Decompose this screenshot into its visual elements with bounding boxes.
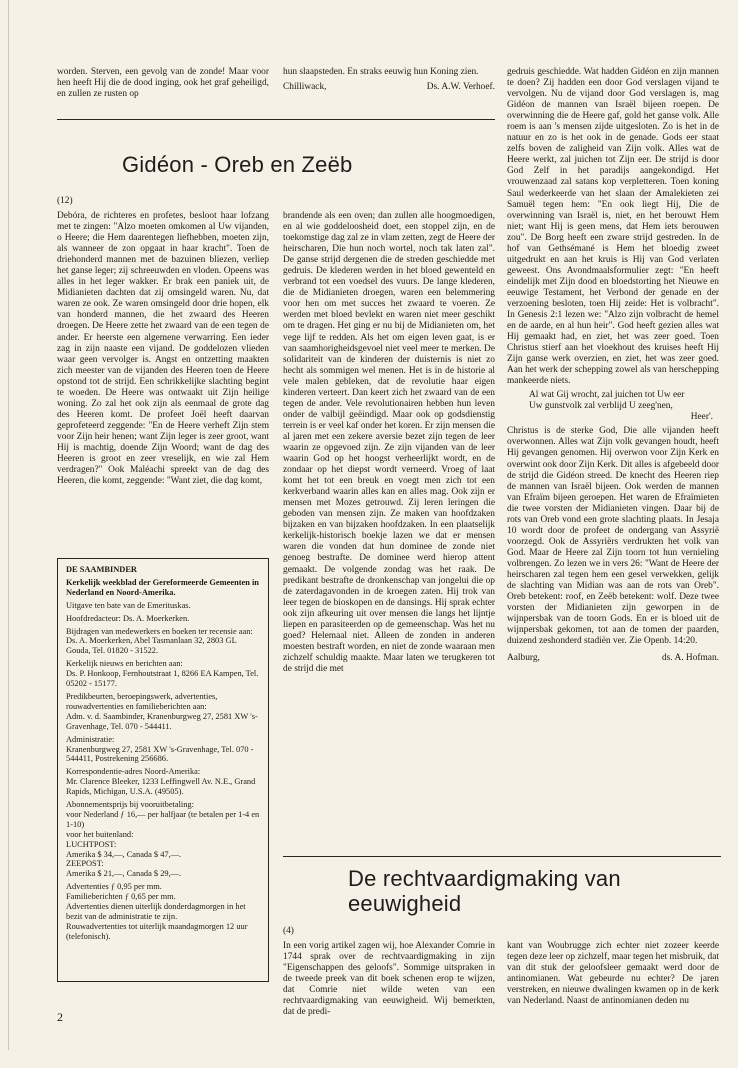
article1-col1-text: Debóra, de richteres en profetes, besloot haar lofzang met te zingen: "Alzo moeten omkomen al Uw vijanden, o Heere; die Hem daarentegen liefhebben, moeten zijn, als wanneer de zon opgaat in haar kracht". Toen de driehonderd mannen met de bazuinen bliezen, verliep het ganse leger; zij schreeuwden en vloden. Opeens was alles in het leger wakker. Er brak een paniek uit, de Midianieten dachten dat zij omsingeld waren. Nu, dat waren ze ook. Ze waren omsingeld door drie hopen, elk van honderd mannen, die het zwaard des Heeren droegen. De Heere zette het zwaard van de een tegen de ander. Er heerste een algemene verwarring. Een ieder zag in zijn naaste een vijand. De goddelozen vlieden waar geen vervolger is. Angst en ontzetting maakten zich meester van de vijanden des Heeren toen de Heere opstond tot de strijd. Een schrikkelijke slachting begint te woeden. De Heere was ontwaakt uit Zijn heilige woning. Zo zal het ook zijn als eenmaal de grote dag des Heeren komt. De profeet Joël heeft daarvan geprofeteerd zeggende: "En de Heere verheft Zijn stem voor Zijn heir henen; want Zijn leger is zeer groot, want Hij is machtig, doende Zijn Woord; want de dag des Heeren is groot en zeer vreselijk, en wie zal Hem verdragen?" Ook Maléachi spreekt van de dag des Heeren, die komt, zeggende: "Want ziet, die dag komt, [57,211,269,487]
poem-line1: Al wat Gij wrocht, zal juichen tot Uw eer [529,390,685,401]
article1-col1 [57,211,269,487]
box-news-addr: Ds. P. Honkoop, Fernhoutstraat 1, 8266 EA Kampen, Tel. 05202 - 15177. [66,669,259,689]
box-deadline1: Advertenties dienen uiterlijk donderdagmorgen in het bezit van de administratie te zijn. [66,902,246,921]
article2-col2-text: kant van Woubrugge zich echter niet zozeer keerde tegen deze leer op zichzelf, maar tegen het misbruik, dat van dit stuk der geloofsleer gemaakt werd door de antinomianen. Wat gebeurde nu echter? De jaren verstreken, en nieuwe dwalingen kwamen op in de kerk van Nederland. Naast de antinomianen deden nu [507,941,719,1007]
box-ads-label: Predikbeurten, beroepingswerk, advertenties, rouwadvertenties en familieberichten aan: [66,691,218,711]
article2-title-line1: De rechtvaardigmaking van [348,866,621,891]
article2-col1-text: In een vorig artikel zagen wij, hoe Alexander Comrie in 1744 sprak over de rechtvaardigmaking in zijn "Eigenschappen des geloofs". Sommige uitspraken in de tweede preek van dit boek schenen erop te wijzen, dat Comrie niet wilde weten van een rechtvaardigmaking van eeuwigheid. Wij bemerkten, dat de predi- [283,941,495,1018]
box-sub-abroad: voor het buitenland: [66,829,134,839]
box-na-label: Korrespondentie-adres Noord-Amerika: [66,767,201,777]
article2-number: (4) [283,926,294,936]
article2-col2 [507,941,719,1007]
poem-author: Heer'. [690,412,713,423]
masthead-box [57,558,269,982]
box-publisher: Uitgave ten bate van de Emerituskas. [66,600,191,610]
article1-number: (12) [57,196,73,206]
article2-title-line2: eeuwigheid [348,891,462,916]
box-news-label: Kerkelijk nieuws en berichten aan: [66,659,183,669]
top-signature [283,82,495,93]
article1-col2 [283,211,495,675]
article1-col2-text: brandende als een oven; dan zullen alle hoogmoedigen, en al wie goddeloosheid doet, een stoppel zijn, en de toekomstige dag zal ze in vlam zetten, zegt de Heere der heirscharen, Die hun noch wortel, noch tak laten zal". De ganse strijd dergenen die de streden geschiedde met gedruis. De klederen werden in het bloed gewenteld en verbrand tot een voedsel des vuurs. De lange klederen, die de Midianieten droegen, waren een belemmering voor hen om met succes het zwaard te voeren. Ze werden met bloed bevlekt en waren niet meer geschikt om te dragen. Het ging er nu bij de Midianieten om, het vege lijf te redden. Als het om eigen leven gaat, is er van saamhorigheidsgevoel niet veel meer te merken. De solidariteit van de kinderen der duisternis is niet zo hecht als sommigen wel menen. Het is in de historie al vele malen gebleken, dat de revolutie haar eigen kinderen verteert. Dan keert zich het zwaard van de een tegen de ander. Vele revolutionairen hebben hun leven onder de valbijl geëindigd. Maar ook op godsdienstig terrein is er veel kaf onder het koren. Er zijn mensen die al jaren met een zekere aversie bezet zijn tegen de leer waarin ze opgevoed zijn. Ze zijn vijanden van de leer waarin God op het hoogst verheerlijkt wordt, en de zondaar op het diepst wordt verneerd. Vroeg of laat komt het tot een breuk en voegt men zich tot een kerkverband waarin alles kan en alles mag. Ook zijn er mensen met Mozes getrouwd. Zij leren leringen die geboden van mensen zijn. Ze maken van hoofdzaken bijzaken en van bijzaken hoofdzaken. In een plaatselijk kerkelijk-historisch boekje lazen we dat er mensen waren die vonden dat hun dominee de zonde niet genoeg bestrafte. De dominee werd hierop attent gemaakt. De volgende zondag was het raak. De predikant bestrafte de dronkenschap van jongelui die op de zaterdagavonden in de kroegen zaten. Hij trok van leer tegen de bioskopen en de dansings. Hij sprak echter ook zijn afkeuring uit over mensen die langs het lijntje liepen en parasiteerden op de gemeenschap. Was het nu goed? Helemaal niet. Alleen de zonden in anderen moesten bestraft worden, en niet de zonde waaraan men zichzelf schuldig maakte. Maar laten we terugkeren tot de strijd die met [283,211,495,674]
box-sub-label: Abonnementsprijs bij vooruitbetaling: [66,800,194,810]
box-admin-label: Administratie: [66,734,115,744]
top-rule [57,119,495,120]
article2-rule [283,856,721,857]
box-fam-price: Familieberichten ƒ 0,65 per mm. [66,892,176,902]
poem-line2: Uw gunstvolk zal verblijd U zeeg'nen, [529,401,673,412]
article1-place: Aalburg, [507,653,540,664]
box-contrib-label: Bijdragen van medewerkers en boeken ter recensie aan: [66,626,253,636]
box-contrib-addr: Ds. A. Moerkerken, Abel Tasmanlaan 32, 2803 GL Gouda, Tel. 01820 - 31522. [66,636,237,656]
article1-author: ds. A. Hofman. [661,653,719,664]
box-na-addr: Mr. Clarence Bleeker, 1233 Leffingwell Av. N.E., Grand Rapids, Michigan, U.S.A. (49505). [66,777,256,797]
poem-quote [507,390,719,423]
box-adv-price: Advertenties ƒ 0,95 per mm. [66,882,162,892]
box-air-price: Amerika $ 34,—, Canada $ 47,—. [66,849,182,859]
article1-col3a-text: gedruis geschiedde. Wat hadden Gidéon en zijn mannen te doen? Zij hadden een door God verslagen vijand te vervolgen. Nu de vijand door God verslagen is, mag Gidéon de mannen van Israël bijeen roepen. De overwinning die de Heere gaf, gold het ganse volk. Alle roem is aan 's mensen zijde uitgesloten. Zo is het in de natuur en zo is het ook in de genade. Gods eer staat zelfs boven de zaligheid van Zijn volk. Alles wat de Heere werkt, zal juichen tot Zijn eer. De strijd is door God Zelf in het paradijs aangekondigd. Het vrouwenzaad zal satans kop verpletteren. Toen koning Saul wederkeerde van het slaan der Amalekieten zei Samuël tegen hem: "En ook liegt Hij, Die de overwinning van Israël is, niet, en het berouwt Hem niet; want Hij is geen mens, dat Hem iets berouwen zou". De Borg heeft een zware strijd gestreden. In de hof van Gethsémané is Hem het bloedig zweet uitgedrukt en aan het kruis is Hij van God verlaten geweest. Ons Avondmaalsformulier zegt: "En heeft eindelijk met Zijn dood en bloedstorting het Nieuwe en eeuwige Testament, het Verbond der genade en der verzoening besloten, toen Hij zeide: Het is volbracht". In Genesis 2:1 lezen we: "Alzo zijn volbracht de hemel en de aarde, en al hun heir". God heeft gezien alles wat Hij gemaakt had, en ziet, het was zeer goed. Toen Christus stierf aan het vloekhout des kruises heeft Hij Zijn ganse werk overzien, en ziet, het was zeer goed. Aan het werk der schepping zowel als van herschepping mankeerde niets. [507,67,719,387]
scan-edge [8,0,9,1050]
top-author: Ds. A.W. Verhoef. [426,82,495,93]
top-col2-text: hun slaapsteden. En straks eeuwig hun Koning zien. [283,67,479,77]
article1-col3b-text: Christus is de sterke God, Die alle vijanden heeft overwonnen. Alles wat Zijn volk gevangen houdt, heeft Hij gevangen genomen. Hij overwon voor Zijn Kerk en overwint ook door Zijn Kerk. Dit alles is afgebeeld door de strijd die Gidéon streed. De knecht des Heeren riep de mannen van Israël bijeen. Ook werden de mannen van Efraïm bijeen geroepen. Het waren de Efraïmieten die twee vorsten der Midianieten vingen. Daar bij de rots van Oreb vond een grote slachting plaats. In Jesaja 10 wordt door de profeet de ondergang van Assyrië voorzegd. Ook de Assyriërs verdrukten het volk van God. Maar de Heere zal Zijn toorn tot hun vernieling volbrengen. Zo lezen we in vers 26: "Want de Heere der heirscharen zal tegen hem een gesel verwekken, gelijk de slachting van Midian was aan de rots van Oreb". Oreb betekent: roof, en Zeëb betekent: wolf. Deze twee vorsten der Midianieten zijn geworpen in de wijnpersbak van de toorn Gods. En er is bloed uit de wijnpersbak gekomen, tot aan de tomen der paarden, duizend zeshonderd stadiën ver. Zie Openb. 14:20. [507,426,719,647]
page-number: 2 [57,1010,63,1024]
box-ads-addr: Adm. v. d. Saambinder, Kranenburgweg 27, 2581 XW 's-Gravenhage, Tel. 070 - 544411. [66,711,258,731]
box-subtitle: Kerkelijk weekblad der Gereformeerde Gemeenten in Nederland en Noord-Amerika. [66,577,259,597]
box-sea-label: ZEEPOST: [66,859,104,869]
top-col2 [283,67,495,93]
article1-title: Gidéon - Oreb en Zeëb [122,152,353,177]
article2-col1 [283,941,495,1018]
box-air-label: LUCHTPOST: [66,839,117,849]
top-col1-text: worden. Sterven, een gevolg van de zonde! Maar voor hen heeft Hij die de dood inging, ook het graf geheiligd, en zullen ze rusten op [57,67,269,100]
box-sea-price: Amerika $ 21,—, Canada $ 29,—. [66,869,182,879]
article1-col3 [507,67,719,664]
article2-title [348,866,621,916]
box-deadline2: Rouwadvertenties tot uiterlijk maandagmorgen 12 uur (telefonisch). [66,921,248,941]
article1-signature [507,653,719,664]
box-name: DE SAAMBINDER [66,565,137,574]
box-admin-addr: Kranenburgweg 27, 2581 XW 's-Gravenhage, Tel. 070 - 544411, Postrekening 256686. [66,744,254,764]
top-place: Chilliwack, [283,82,327,93]
top-col1 [57,67,269,100]
box-editor: Hoofdredacteur: Ds. A. Moerkerken. [66,613,190,623]
box-sub-nl: voor Nederland ƒ 16,— per halfjaar (te betalen per 1-4 en 1-10) [66,809,260,829]
